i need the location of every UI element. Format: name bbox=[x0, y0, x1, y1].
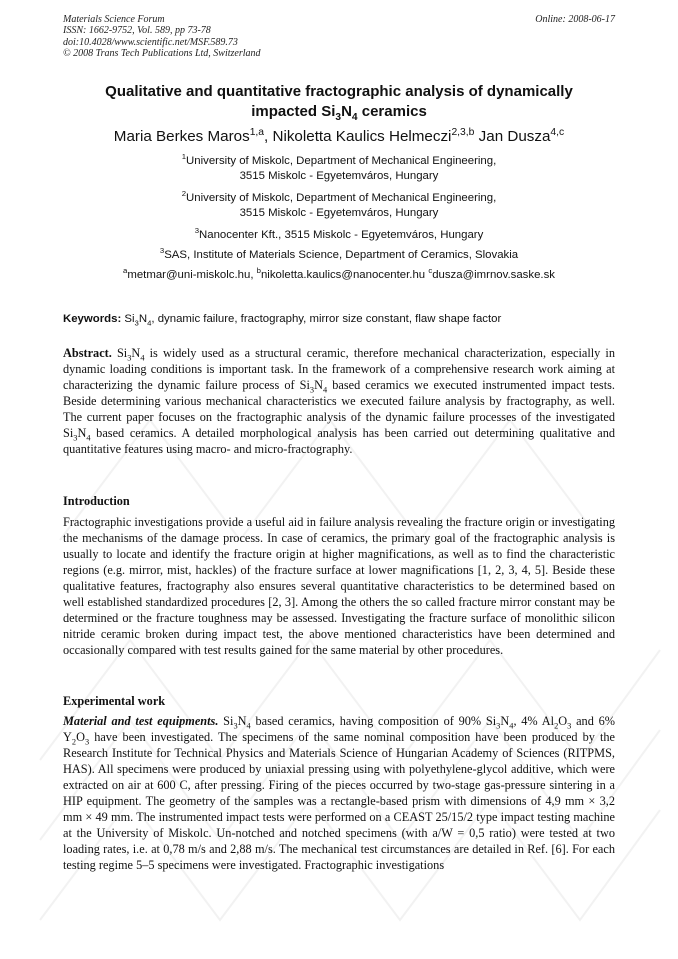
introduction-heading: Introduction bbox=[63, 494, 130, 508]
introduction-text: Fractographic investigations provide a useful aid in failure analysis revealing the fracture origin or investigating the mechanisms of the damage process. In case of ceramics, the primary goal of the fractographic analysis is usually to locate and identify the fracture origin at higher magnifications, as well as to find the characteristic regions (e.g. mirror, mist, hackles) of the fracture surface at lower magnifications [1, 2, 3, 4, 5]. Beside these qualitative features, fractography also ensures several quantitative characteristics to be determined based on well established standardized procedures [2, 3]. Among the others the so called fracture mirror constant may be determined or the fracture toughness may be assessed. Investigating the fracture surface of monolithic silicon nitride ceramic broken during impact test, the above mentioned characteristics have been determined and occasionally compared with test results gained for the same material by other procedures. bbox=[63, 515, 615, 657]
title-line-1: Qualitative and quantitative fractographic analysis of dynamically bbox=[105, 83, 573, 100]
email-b: nikoletta.kaulics@nanocenter.hu bbox=[260, 269, 429, 281]
paper-title bbox=[70, 82, 608, 122]
copyright-line: © 2008 Trans Tech Publications Ltd, Switzerland bbox=[63, 47, 261, 59]
email-a: metmar@uni-miskolc.hu, bbox=[127, 269, 257, 281]
abstract: Abstract. $Si_3N_4$ is widely used as a structural ceramic, therefore mechanical characterization, especially in dynamic loading conditions is important task. In the framework of a comprehensive research work aiming at characterizing the dynamic failure process of $Si_3N_4$ based ceramics we executed instrumented impact tests. Beside determining various mechanical characteristics we executed failure analysis by fractography, as well. The current paper focuses on the fractographic analysis of the dynamic failure processes of the investigated $Si_3N_4$ based ceramics. A detailed morphological analysis has been carried out determining qualitative and quantitative features using macro- and micro-fractography. bbox=[63, 346, 615, 456]
keywords: Keywords: $Si_3N_4$, dynamic failure, fractography, mirror size constant, flaw shape factor bbox=[63, 313, 502, 328]
issn-line: ISSN: 1662-9752, Vol. 589, pp 73-78 bbox=[63, 25, 211, 37]
experimental-heading: Experimental work bbox=[63, 694, 166, 708]
affiliation-4: $^3$SAS, Institute of Materials Science, Department of Ceramics, Slovakia bbox=[159, 246, 519, 261]
material-subheading: Material and test equipments. bbox=[63, 714, 219, 728]
author-1: Maria Berkes Maros bbox=[113, 128, 250, 145]
email-c: dusza@imrnov.saske.sk bbox=[432, 269, 555, 281]
author-list: Maria Berkes Maros$^{1,a}$, Nikoletta Kaulics Helmeczi$^{2,3,b}$ Jan Dusza$^{4,c}$ bbox=[113, 126, 565, 145]
affiliation-1: $^1$University of Miskolc, Department of Mechanical Engineering, 3515 Miskolc - Egyetemváros, Hungary bbox=[181, 152, 497, 182]
online-date: Online: 2008-06-17 bbox=[535, 14, 615, 25]
affiliation-3: $^3$Nanocenter Kft., 3515 Miskolc - Egyetemváros, Hungary bbox=[194, 226, 484, 241]
affiliation-2: $^2$University of Miskolc, Department of Mechanical Engineering, 3515 Miskolc - Egyetemváros, Hungary bbox=[181, 189, 497, 219]
doi-line: doi:10.4028/www.scientific.net/MSF.589.73 bbox=[63, 36, 238, 48]
abstract-label: Abstract. bbox=[63, 346, 112, 360]
author-2: Nikoletta Kaulics Helmeczi bbox=[272, 128, 452, 145]
title-line-2: impacted $Si_3N_4$ ceramics bbox=[251, 103, 427, 123]
experimental-text: Material and test equipments. $Si_3N_4$ based ceramics, having composition of 90% $Si_3N_4$, 4% $Al_2O_3$ and 6% $Y_2O_3$ have been investigated. The specimens of the same nominal composition have been produced by the Research Institute for Technical Physics and Materials Science of Hungarian Academy of Sciences (RITPMS, HAS). All specimens were produced by uniaxial pressing using with polyethylene-glycol additive, which were extracted on air at 600 C, after pressing. Firing of the pieces occurred by two-stage gas-pressure sintering in a HIP equipment. The geometry of the samples was a rectangle-based prism with dimensions of 4,9 mm × 3,2 mm × 49 mm. The instrumented impact tests were performed on a CEAST 25/15/2 type impact testing machine at the University of Miskolc. Un-notched and notched specimens (with a/W = 0,5 ratio) were tested at two loading rates, i.e. at 0,78 m/s and 2,88 m/s. The mechanical test circumstances are detailed in Ref. [6]. For each testing regime 5–5 specimens were investigated. Fractographic investigations bbox=[63, 714, 616, 872]
journal-header bbox=[63, 14, 261, 59]
journal-name: Materials Science Forum bbox=[63, 14, 165, 25]
keywords-label: Keywords: bbox=[63, 313, 122, 325]
author-3: Jan Dusza bbox=[478, 128, 551, 145]
author-emails: $^a$metmar@uni-miskolc.hu, $^b$nikoletta.kaulics@nanocenter.hu $^c$dusza@imrnov.saske.sk bbox=[123, 266, 555, 281]
